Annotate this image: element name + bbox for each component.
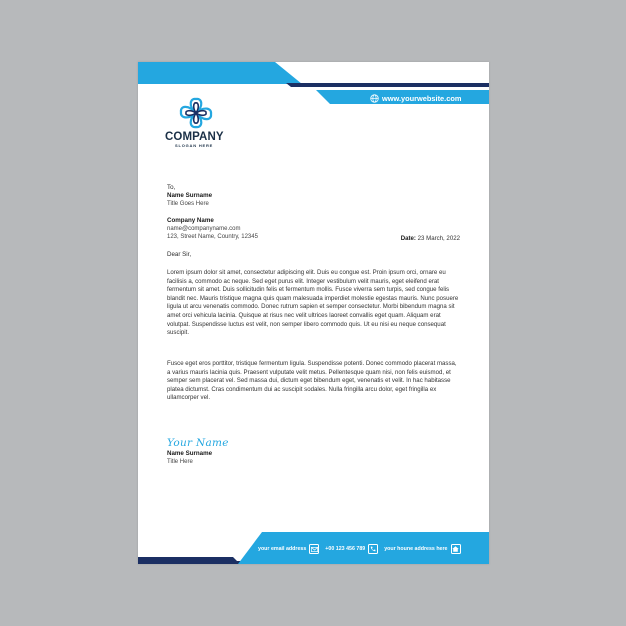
- footer-email[interactable]: your email address: [258, 546, 307, 552]
- company-block-name: Company Name: [167, 217, 214, 224]
- website-text: www.yourwebsite.com: [382, 93, 462, 103]
- company-logo: [165, 96, 240, 148]
- signature-script: Your Name: [167, 437, 229, 449]
- body-paragraph-2: Fusce eget eros porttitor, tristique fermentum ligula. Suspendisse potenti. Donec commodo placerat massa, a varius mauris lacinia quis. Praesent vulputate velit metus. Pellentesque quam nisi, non felis euismod, et semper sem placerat vel. Sed massa dui, dictum eget bibendum eget, venenatis et velit. In hac habitasse platea dictumst. Cras condimentum dui ac suscipit sodales. Nulla fringilla arcu dolor, eget fringilla ex ullamcorper vel.: [167, 360, 457, 402]
- website-link[interactable]: [370, 92, 461, 104]
- company-name: COMPANY: [165, 131, 224, 143]
- footer-address: your houne address here: [384, 546, 448, 552]
- signature-block: [167, 450, 212, 466]
- body-paragraph-1: Lorem ipsum dolor sit amet, consectetur adipiscing elit. Duis eu congue est. Proin ipsum orci, ornare eu facilisis a, commodo ac neque. Sed eget purus elit. Integer vestibulum velit mauris, eget eleifend erat fermentum sit amet. Duis sollicitudin felis et fermentum mollis. Fusce viverra sem turpis, sed congue felis blandit nec. Mauris tristique magna quis quam malesuada imperdiet molestie egestas mauris. Nunc posuere ligula ut arcu venenatis commodo. Donec rutrum sapien et semper consectetur. Morbi bibendum magna sit amet orci vehicula lacinia. Quisque at risus nec velit ultrices laoreet convallis eget quam. Aliquam erat volutpat. Suspendisse luctus est velit, non semper libero commodo quis. Ut eu nisi eu neque consequat suscipit.: [167, 269, 459, 337]
- signature-title: Title Here: [167, 459, 193, 465]
- company-address: 123, Street Name, Country, 12345: [167, 234, 258, 240]
- date-value: 23 March, 2022: [417, 235, 460, 242]
- footer-contacts: [258, 542, 467, 556]
- flower-logo-icon: [178, 96, 214, 130]
- letter-date: [401, 235, 460, 242]
- company-slogan: SLOGAN HERE: [175, 143, 214, 148]
- date-label: Date:: [400, 235, 416, 242]
- recipient-to: To,: [167, 184, 176, 191]
- globe-icon: [370, 94, 379, 103]
- company-email[interactable]: name@companyname.com: [167, 226, 241, 232]
- phone-icon: [368, 544, 378, 554]
- recipient-title: Title Goes Here: [167, 201, 209, 207]
- recipient-name: Name Surname: [167, 192, 213, 199]
- mail-icon: [309, 544, 319, 554]
- home-icon: [451, 544, 461, 554]
- footer-phone[interactable]: +00 123 456 789: [325, 546, 366, 552]
- letterhead-page: [138, 62, 489, 564]
- greeting: Dear Sir,: [167, 251, 192, 258]
- signature-name: Name Surname: [167, 450, 213, 457]
- company-block: [167, 217, 258, 241]
- recipient-block: [167, 184, 212, 208]
